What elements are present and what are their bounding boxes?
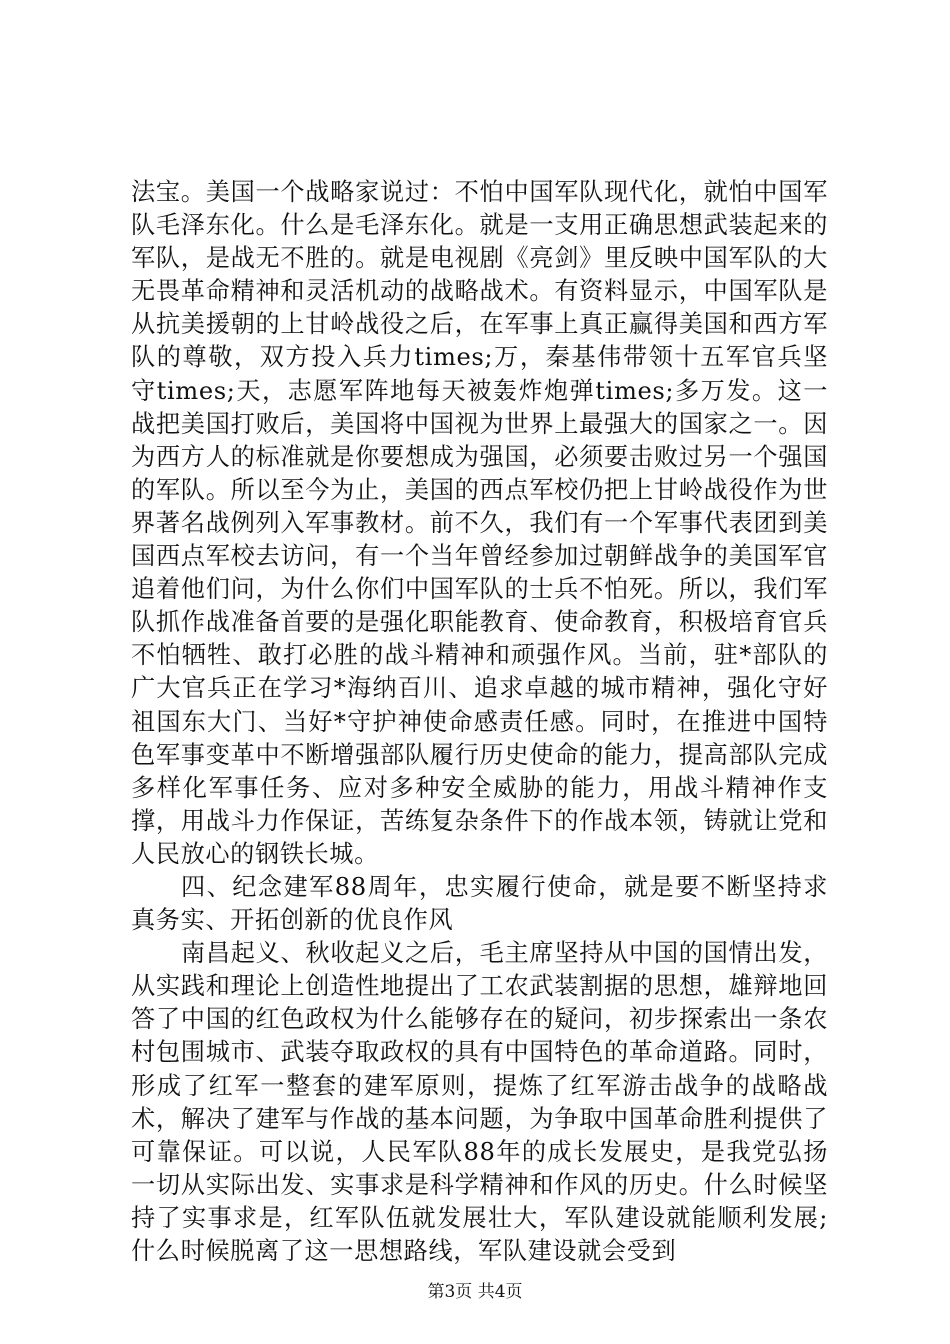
section-heading-4: 四、纪念建军88周年，忠实履行使命，就是要不断坚持求真务实、开拓创新的优良作风 (131, 872, 828, 935)
paragraph-1: 法宝。美国一个战略家说过：不怕中国军队现代化，就怕中国军队毛泽东化。什么是毛泽东化。就是一支用正确思想武装起来的军队，是战无不胜的。就是电视剧《亮剑》里反映中国军队的大无畏革命精神和灵活机动的战略战术。有资料显示，中国军队是从抗美援朝的上甘岭战役之后，在军事上真正赢得美国和西方军队的尊敬，双方投入兵力times;万，秦基伟带领十五军官兵坚守times;天，志愿军阵地每天被轰炸炮弹times;多万发。这一战把美国打败后，美国将中国视为世界上最强大的国家之一。因为西方人的标准就是你要想成为强国，必须要击败过另一个强国的军队。所以至今为止，美国的西点军校仍把上甘岭战役作为世界著名战例列入军事教材。前不久，我们有一个军事代表团到美国西点军校去访问，有一个当年曾经参加过朝鲜战争的美国军官追着他们问，为什么你们中国军队的士兵不怕死。所以，我们军队抓作战准备首要的是强化职能教育、使命教育，积极培育官兵不怕牺牲、敢打必胜的战斗精神和顽强作风。当前，驻*部队的广大官兵正在学习*海纳百川、追求卓越的城市精神，强化守好祖国东大门、当好*守护神使命感责任感。同时，在推进中国特色军事变革中不断增强部队履行历史使命的能力，提高部队完成多样化军事任务、应对多种安全威胁的能力，用战斗精神作支撑，用战斗力作保证，苦练复杂条件下的作战本领，铸就让党和人民放心的钢铁长城。 (131, 178, 828, 868)
body-text (131, 176, 828, 1268)
page-footer: 第3页 共4页 (427, 1282, 523, 1302)
paragraph-3: 南昌起义、秋收起义之后，毛主席坚持从中国的国情出发，从实践和理论上创造性地提出了工农武装割据的思想，雄辩地回答了中国的红色政权为什么能够存在的疑问，初步探索出一条农村包围城市、武装夺取政权的具有中国特色的革命道路。同时，形成了红军一整套的建军原则，提炼了红军游击战争的战略战术，解决了建军与作战的基本问题，为争取中国革命胜利提供了可靠保证。可以说，人民军队88年的成长发展史，是我党弘扬一切从实际出发、实事求是科学精神和作风的历史。什么时候坚持了实事求是，红军队伍就发展壮大，军队建设就能顺利发展;什么时候脱离了这一思想路线，军队建设就会受到 (131, 939, 828, 1265)
